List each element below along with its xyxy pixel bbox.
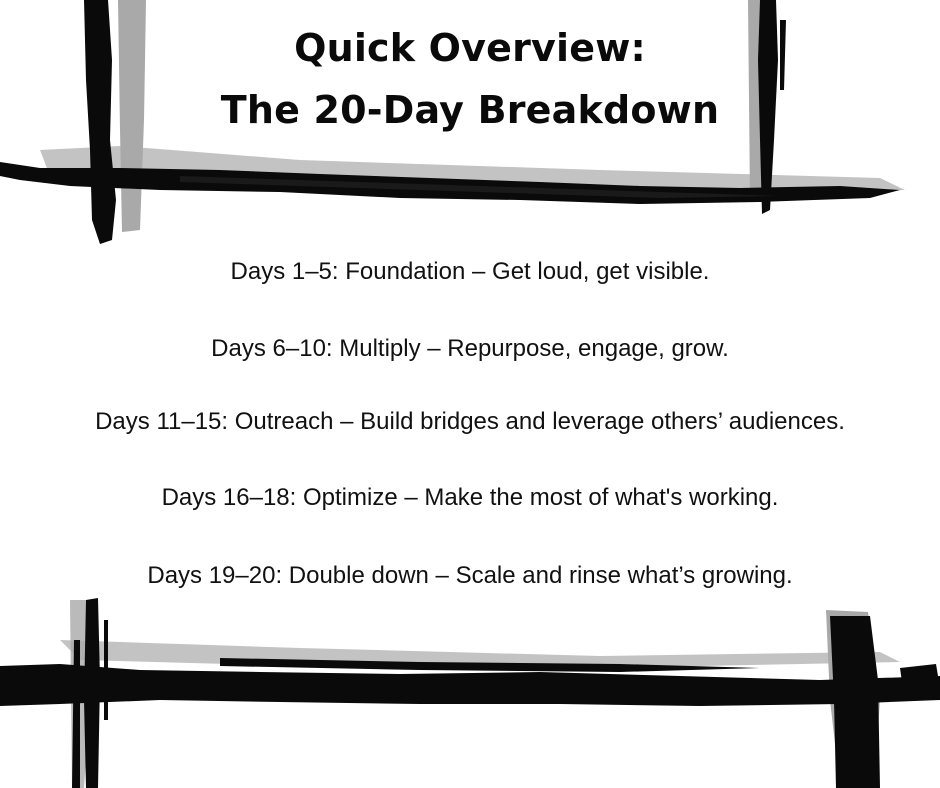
bottom-left-vertical-stroke: [84, 598, 100, 788]
title-line-2: The 20-Day Breakdown: [220, 88, 720, 132]
breakdown-item-days-16-18: Days 16–18: Optimize – Make the most of what's working.: [161, 484, 779, 511]
bottom-right-vertical-stroke: [830, 616, 880, 788]
breakdown-item-days-1-5: Days 1–5: Foundation – Get loud, get visible.: [230, 258, 710, 285]
title-line-1: Quick Overview:: [294, 26, 646, 70]
breakdown-item-days-11-15: Days 11–15: Outreach – Build bridges and leverage others’ audiences.: [95, 408, 845, 435]
breakdown-item-days-6-10: Days 6–10: Multiply – Repurpose, engage, grow.: [211, 335, 729, 362]
breakdown-item-days-19-20: Days 19–20: Double down – Scale and rinse what’s growing.: [147, 562, 793, 589]
